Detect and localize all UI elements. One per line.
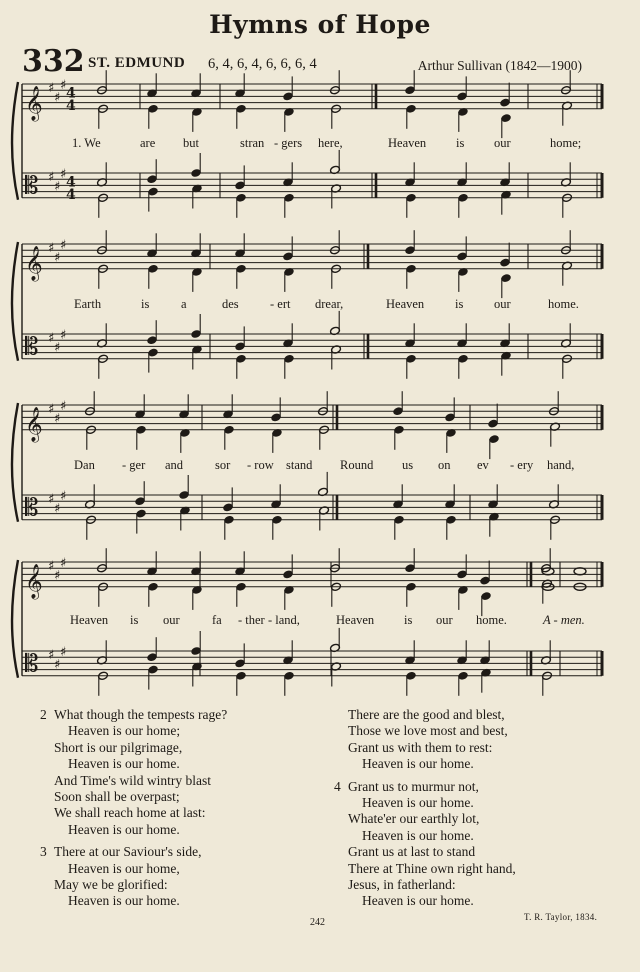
lyric-syllable: on [438,458,451,472]
verse-line: 2 What though the tempests rage? [40,707,228,722]
verse-line: May we be glorified: [54,877,168,893]
lyric-syllable: ev [477,458,489,472]
verse-line: Heaven is our home. [68,821,180,837]
sharp-sign: ♯ [54,250,61,266]
lyric-syllable: home. [548,297,579,311]
sharp-sign: ♯ [54,657,61,673]
lyric-syllable: des [222,297,239,311]
sharp-sign: ♯ [54,501,61,517]
system-brace [12,82,18,200]
verse-line: Heaven is our home. [362,756,474,772]
time-signature: 4 [66,186,76,203]
tenor-clef: 𝄡 [25,493,39,522]
verse-line: Heaven is our home. [362,827,474,843]
lyric-syllable: home. [476,613,507,627]
lyric-syllable: stran [240,136,265,150]
lyric-syllable: and [165,458,184,472]
verse-line: Grant us at last to stand [348,844,476,860]
verse-line: Those we love most and best, [348,723,508,739]
treble-clef: 𝄞 [25,85,43,121]
lyric-syllable: hand, [547,458,575,472]
lyric-syllable: Heaven [336,613,375,627]
lyric-syllable: Heaven [386,297,425,311]
verse-stanza [334,778,516,910]
lyric-syllable: 1. We [72,136,101,150]
page-number: 242 [310,917,325,928]
verses-right-column [334,707,516,916]
lyric-syllable: - gers [274,136,303,150]
lyric-syllable: - ger [122,458,146,472]
system-brace [12,403,18,522]
sharp-sign: ♯ [54,340,61,356]
tenor-clef: 𝄡 [25,332,39,361]
sharp-sign: ♯ [60,644,67,660]
meter: 6, 4, 6, 4, 6, 6, 6, 4 [208,56,317,72]
lyric-syllable: Dan [74,458,95,472]
verse-line: Heaven is our home. [68,893,180,909]
verse-line: Heaven is our home. [362,795,474,811]
lyric-syllable: is [455,297,464,311]
page-header-title: Hymns of Hope [209,10,431,39]
verse-line: Heaven is our home. [68,756,180,772]
sharp-sign: ♯ [54,568,61,584]
lyric-syllable: - ert [270,297,291,311]
verse-stanza [348,707,516,773]
lyric-syllable: are [140,136,156,150]
treble-clef: 𝄞 [25,563,43,599]
verse-line: Short is our pilgrimage, [54,739,183,755]
sharp-sign: ♯ [60,237,67,253]
sharp-sign: ♯ [48,402,55,417]
sharp-sign: ♯ [48,241,55,256]
lyric-syllable: stand [286,458,313,472]
lyric-syllable: here, [318,136,343,150]
verse-line: There are the good and blest, [348,707,505,722]
lyric-syllable: - ery [510,458,534,472]
verse-number: 3 [40,844,47,860]
verses-left-column [40,707,228,916]
lyric-syllable: - ther [238,613,265,627]
verse-line: Soon shall be overpast; [54,789,180,805]
verse-line: Whate'er our earthly lot, [348,811,480,827]
sharp-sign: ♯ [48,81,55,96]
lyric-syllable: sor [215,458,231,472]
lyric-syllable: our [436,613,453,627]
lyric-syllable: is [456,136,465,150]
lyric-syllable: a [181,297,187,311]
time-signature: 4 [66,97,76,114]
verse-stanza [40,844,227,910]
sharp-sign: ♯ [60,488,67,504]
tenor-clef: 𝄡 [25,649,39,678]
verse-line: Heaven is our home. [362,893,474,909]
lyric-syllable: but [183,136,199,150]
sharp-sign: ♯ [54,411,61,427]
sharp-sign: ♯ [60,555,67,571]
lyric-syllable: Round [340,458,374,472]
tune-name: ST. EDMUND [88,55,186,71]
verse-line: Heaven is our home; [68,723,181,739]
lyric-syllable: - row [247,458,274,472]
lyric-syllable: is [141,297,150,311]
lyric-syllable: us [402,458,414,472]
verse-number: 2 [40,707,47,722]
verse-line: There at Thine own right hand, [348,860,516,876]
sharp-sign: ♯ [48,648,55,663]
hymn-number: 332 [22,44,85,79]
verse-line: 4 Grant us to murmur not, [334,778,479,794]
verse-number: 4 [334,778,341,794]
lyric-syllable: home; [550,136,582,150]
verse-line: And Time's wild wintry blast [54,772,211,788]
sharp-sign: ♯ [48,559,55,574]
lyric-syllable: A - men. [543,613,585,627]
sharp-sign: ♯ [54,90,61,106]
sharp-sign: ♯ [60,166,67,182]
lyric-syllable: - land, [268,613,300,627]
lyric-syllable: our [163,613,180,627]
verse-line: Heaven is our home, [68,860,180,876]
lyric-syllable: our [494,136,511,150]
sharp-sign: ♯ [48,170,55,185]
system-brace [12,242,18,361]
verse-stanza [40,707,228,838]
sharp-sign: ♯ [60,327,67,343]
tenor-clef: 𝄡 [25,171,39,200]
sharp-sign: ♯ [54,179,61,195]
lyric-syllable: Heaven [388,136,427,150]
lyric-syllable: fa [212,613,222,627]
whole-note [574,568,586,575]
verse-line: We shall reach home at last: [54,805,206,821]
verse-line: Jesus, in fatherland: [348,877,456,893]
sharp-sign: ♯ [60,398,67,414]
lyric-syllable: Earth [74,297,102,311]
composer-credit: Arthur Sullivan (1842—1900) [417,58,582,73]
lyric-syllable: is [404,613,413,627]
lyric-syllable: Heaven [70,613,109,627]
time-signature: 4 [66,174,76,191]
lyric-syllable: is [130,613,139,627]
sharp-sign: ♯ [48,492,55,507]
verse-line: Grant us with them to rest: [348,739,493,755]
verse-line: 3 There at our Saviour's side, [40,844,202,860]
time-signature: 4 [66,85,76,102]
system-brace [12,560,18,678]
treble-clef: 𝄞 [25,406,43,442]
text-author: T. R. Taylor, 1834. [524,912,598,922]
sharp-sign: ♯ [60,77,67,93]
lyric-syllable: our [494,297,511,311]
lyric-syllable: drear, [315,297,344,311]
sharp-sign: ♯ [48,331,55,346]
treble-clef: 𝄞 [25,245,43,281]
